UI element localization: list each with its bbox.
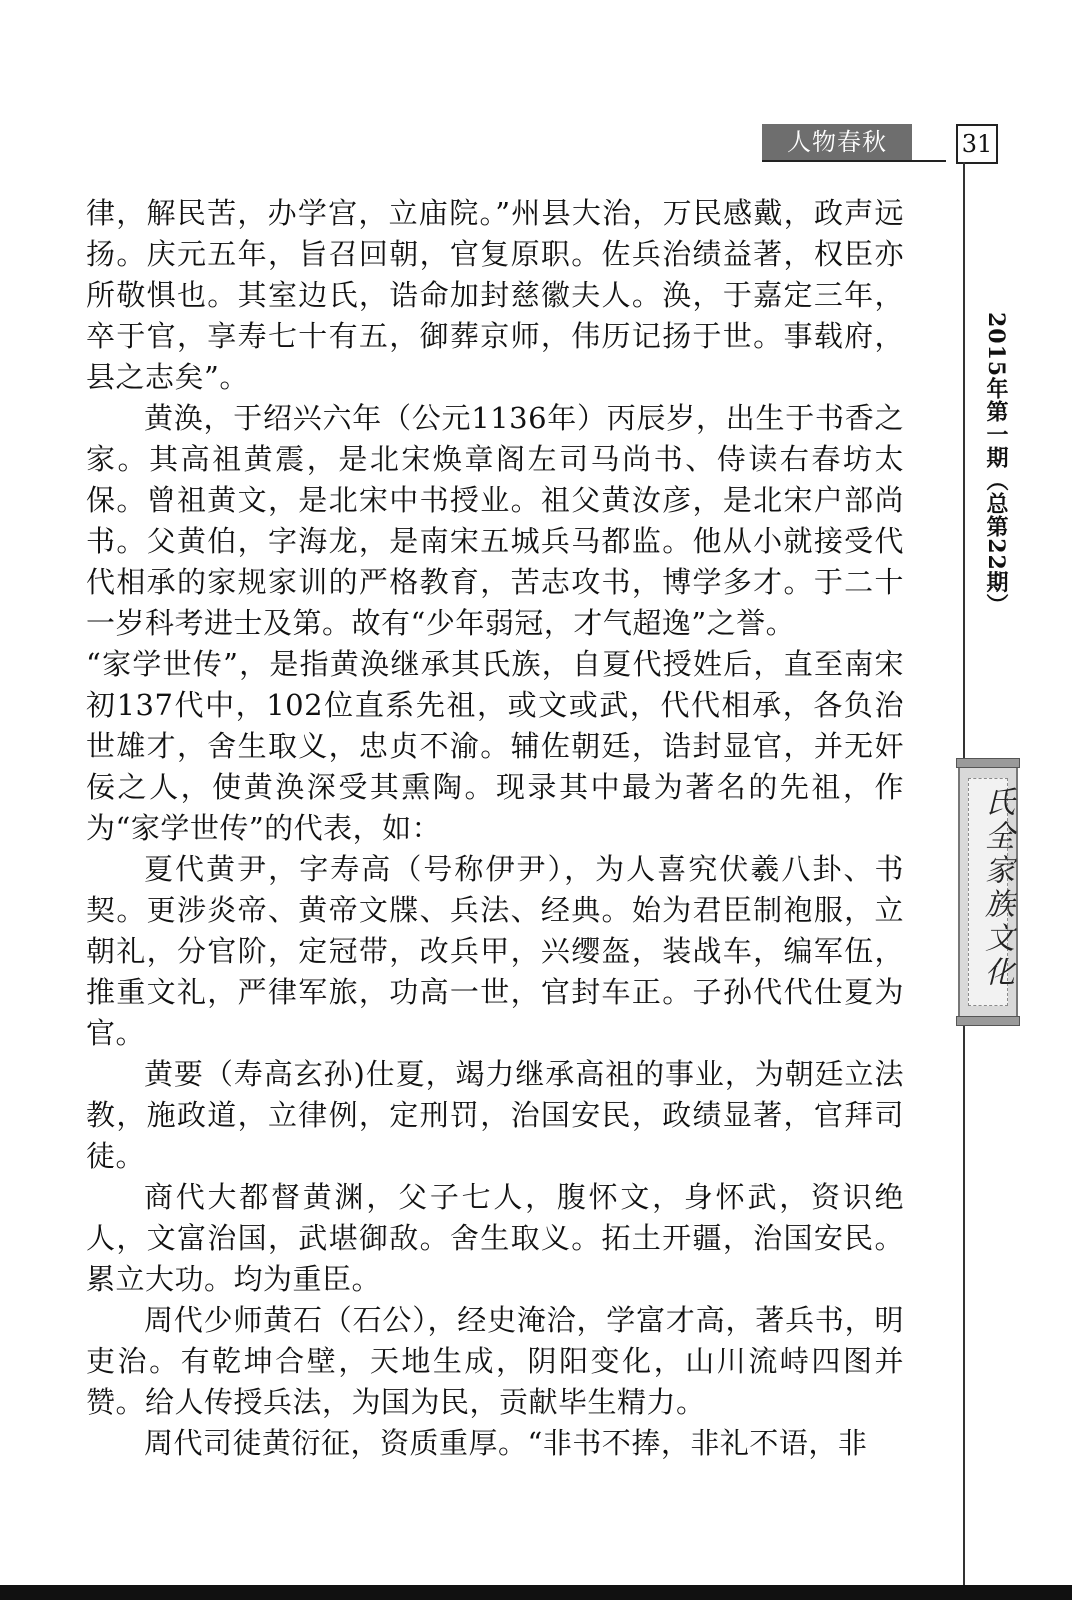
paragraph: “家学世传”，是指黄涣继承其氏族，自夏代授姓后，直至南宋初137代中，102位直系先祖，或文或武，代代相承，各负治世雄才，舍生取义，忠贞不渝。辅佐朝廷，诰封显官，并无奸佞之人，使黄涣深受其熏陶。现录其中最为著名的先祖，作为“家学世传”的代表，如： — [86, 647, 904, 845]
paragraph: 夏代黄尹，字寿高（号称伊尹），为人喜究伏羲八卦、书契。更涉炎帝、黄帝文牒、兵法、经典。始为君臣制袍服，立朝礼，分官阶，定冠带，改兵甲，兴缨盔，装战车，编军伍，推重文礼，严律军旅，功高一世，官封车正。子孙代代仕夏为官。 — [86, 852, 904, 1050]
article-body — [86, 193, 904, 1464]
header-rule — [762, 160, 946, 162]
paragraph: 黄涣，于绍兴六年（公元1136年）丙辰岁，出生于书香之家。其高祖黄震，是北宋焕章阁左司马尚书、侍读右春坊太保。曾祖黄文，是北宋中书授业。祖父黄汝彦，是北宋户部尚书。父黄伯，字海龙，是南宋五城兵马都监。他从小就接受代代相承的家规家训的严格教育，苦志攻书，博学多才。于二十一岁科考进士及第。故有“少年弱冠，才气超逸”之誉。 — [86, 401, 904, 640]
paragraph: 商代大都督黄渊，父子七人，腹怀文，身怀武，资识绝人，文富治国，武堪御敌。舍生取义。拓土开疆，治国安民。累立大功。均为重臣。 — [86, 1180, 904, 1296]
paragraph: 周代少师黄石（石公），经史淹洽，学富才高，著兵书，明吏治。有乾坤合壁，天地生成，阴阳变化，山川流峙四图并赞。给人传授兵法，为国为民，贡献毕生精力。 — [86, 1303, 904, 1419]
issue-label: 2015年第一期（总第22期） — [983, 312, 1009, 617]
scroll-cap-top — [956, 758, 1020, 768]
scroll-banner — [958, 764, 1018, 1020]
page-number: 31 — [956, 124, 998, 164]
scan-edge — [0, 1585, 1072, 1600]
paragraph: 周代司徒黄衍征，资质重厚。“非书不捧，非礼不语，非 — [144, 1426, 868, 1460]
banner-calligraphy: 氏全家族文化 — [979, 786, 1014, 990]
paragraph: 律，解民苦，办学宫，立庙院。”州县大治，万民感戴，政声远扬。庆元五年，旨召回朝，官复原职。佐兵治绩益著，权臣亦所敬惧也。其室边氏，诰命加封慈徽夫人。涣，于嘉定三年，卒于官，享寿七十有五，御葬京师，伟历记扬于世。事载府，县之志矣”。 — [86, 196, 904, 394]
paragraph: 黄要（寿高玄孙)仕夏，竭力继承高祖的事业，为朝廷立法教，施政道，立律例，定刑罚，治国安民，政绩显著，官拜司徒。 — [86, 1057, 904, 1173]
section-title-tab: 人物春秋 — [762, 124, 912, 160]
scroll-cap-bottom — [956, 1016, 1020, 1026]
